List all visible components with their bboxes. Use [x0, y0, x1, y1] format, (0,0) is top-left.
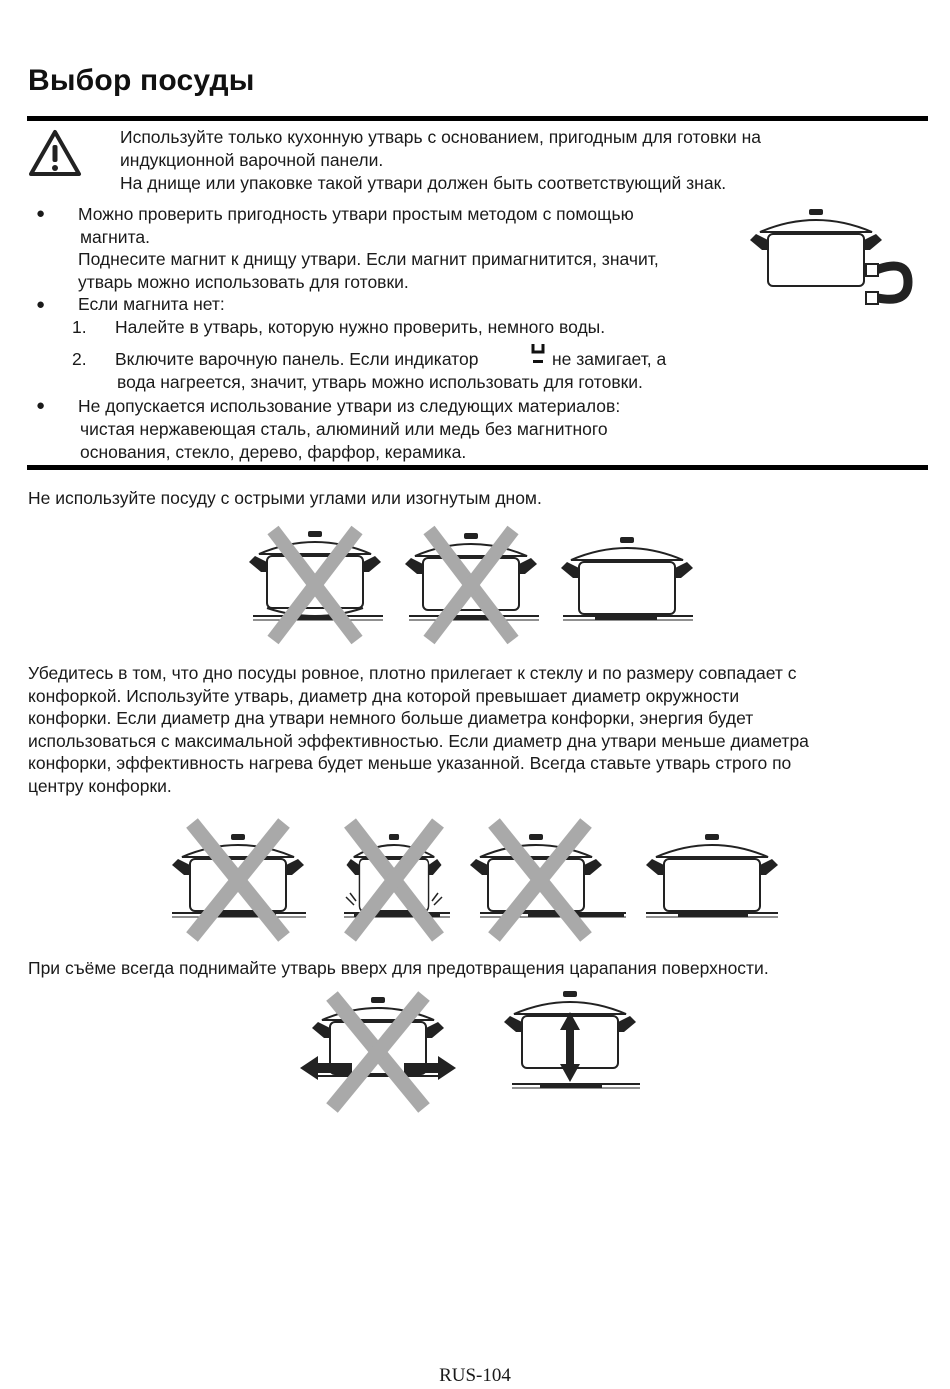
cookware-indicator-icon [530, 342, 546, 366]
pot-raised-bottom [405, 530, 539, 640]
pot-shapes-illustration [245, 520, 705, 645]
pot-curved-bottom [249, 530, 383, 640]
step1-text: Налейте в утварь, которую нужно проверить, немного воды. [115, 317, 606, 337]
pot-sliding-wrong [300, 996, 456, 1108]
section3-text: При съёме всегда поднимайте утварь вверх для предотвращения царапания поверхности. [28, 958, 769, 978]
pot-flat-bottom-correct [561, 537, 693, 620]
bullet1-line-1: Можно проверить пригодность утвари простым методом с помощью [78, 204, 634, 224]
bullet-dot: ● [36, 205, 46, 222]
bullet3-line-3: основания, стекло, дерево, фарфор, керамика. [80, 442, 467, 462]
section2-line-4: использоваться с максимальной эффективностью. Если диаметр дна утвари меньше диаметра [28, 731, 809, 751]
section2-line-3: конфорки. Если диаметр дна утвари немного больше диаметра конфорки, энергия будет [28, 708, 754, 728]
warning-line-2: индукционной варочной панели. [120, 150, 384, 170]
bullet1-line-4: утварь можно использовать для готовки. [78, 272, 409, 292]
bullet-dot: ● [36, 296, 46, 313]
pot-size-illustration [168, 815, 783, 945]
pot-lifting-illustration [298, 990, 648, 1115]
bullet-dot: ● [36, 397, 46, 414]
bullet3-line-2: чистая нержавеющая сталь, алюминий или медь без магнитного [80, 419, 608, 439]
pot-size-wrong-1 [172, 823, 306, 937]
step2-text-after: не замигает, а [552, 349, 667, 369]
step2-line-2: вода нагреется, значит, утварь можно использовать для готовки. [117, 372, 643, 392]
section1-text: Не используйте посуду с острыми углами или изогнутым дном. [28, 488, 542, 508]
bottom-rule [27, 465, 928, 470]
warning-triangle-icon [28, 128, 82, 178]
pot-size-wrong-small [344, 823, 450, 937]
page-title: Выбор посуды [28, 64, 255, 97]
warning-line-1: Используйте только кухонную утварь с основанием, пригодным для готовки на [120, 127, 762, 147]
pot-lifting-correct [504, 991, 640, 1088]
step1-number: 1. [72, 317, 87, 337]
pot-size-correct [646, 834, 778, 917]
bullet2-text: Если магнита нет: [78, 294, 225, 314]
step2-text-before: Включите варочную панель. Если индикатор [115, 349, 479, 369]
section2-line-6: центру конфорки. [28, 776, 172, 796]
bullet1-line-2: магнита. [80, 227, 150, 247]
step2-number: 2. [72, 349, 87, 369]
bullet1-line-3: Поднесите магнит к днищу утвари. Если магнит примагнитится, значит, [78, 249, 659, 269]
bullet3-line-1: Не допускается использование утвари из следующих материалов: [78, 396, 621, 416]
pot-size-wrong-offcenter [470, 823, 626, 937]
section2-line-1: Убедитесь в том, что дно посуды ровное, плотно прилегает к стеклу и по размеру совпадает с [28, 663, 797, 683]
section2-line-5: конфорки, эффективность нагрева будет меньше указанной. Всегда ставьте утварь строго по [28, 753, 792, 773]
top-rule [27, 116, 928, 121]
page-number: RUS-104 [439, 1365, 511, 1386]
warning-line-3: На днище или упаковке такой утвари должен быть соответствующий знак. [120, 173, 727, 193]
pot-with-magnet-illustration [748, 200, 918, 310]
section2-line-2: конфоркой. Используйте утварь, диаметр дна которой превышает диаметр окружности [28, 686, 740, 706]
